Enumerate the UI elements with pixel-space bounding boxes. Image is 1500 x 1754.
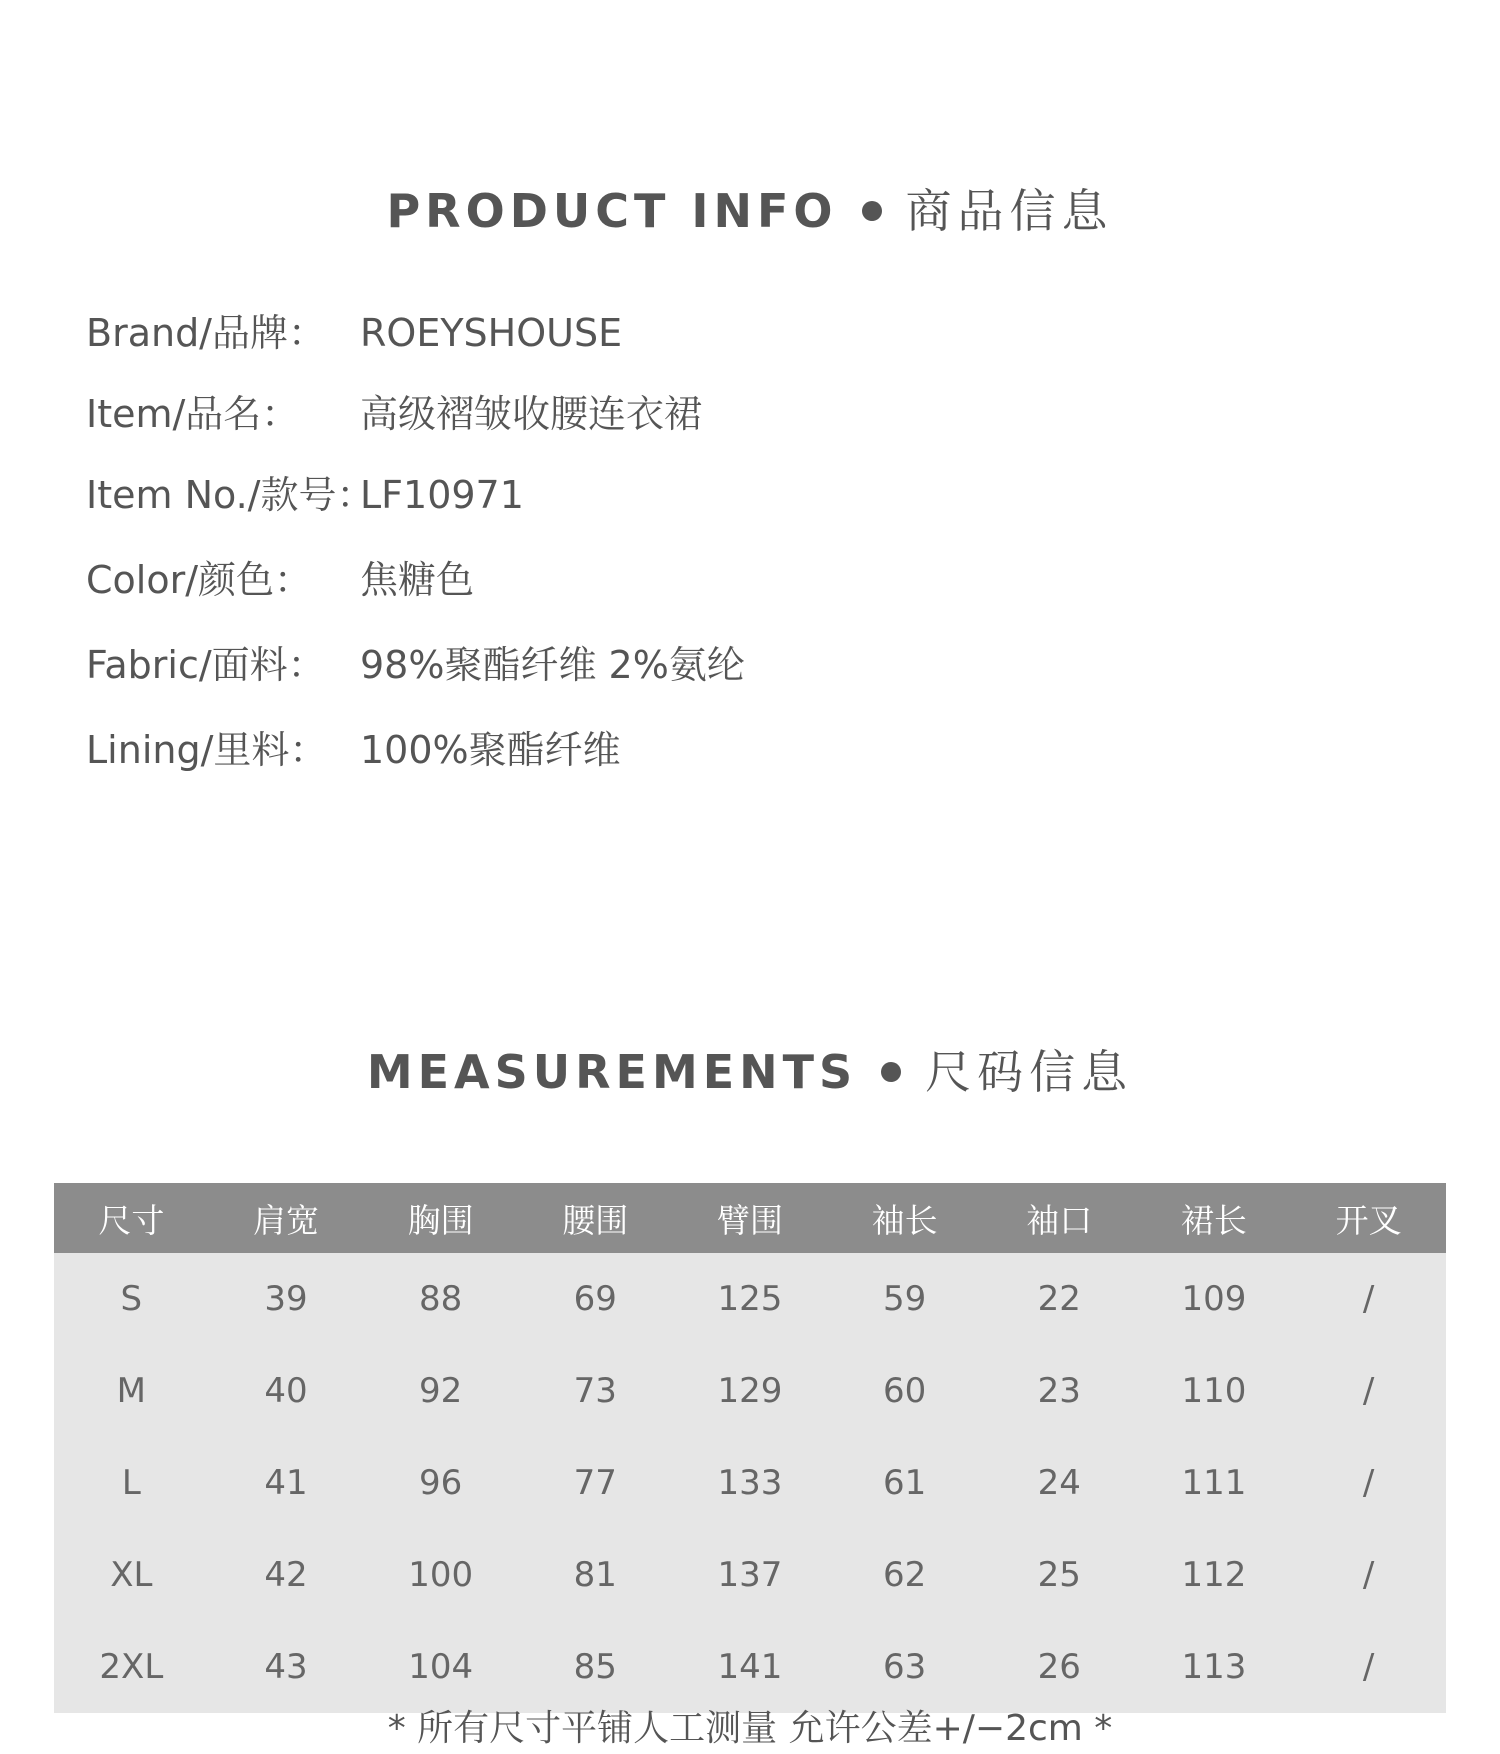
measurements-title-cn: 尺码信息 xyxy=(925,1045,1134,1099)
table-cell: 22 xyxy=(1037,1279,1081,1319)
table-cell: 96 xyxy=(419,1463,463,1503)
info-value: LF10971 xyxy=(360,473,524,517)
info-value: 焦糖色 xyxy=(360,558,475,602)
product-info-heading xyxy=(0,175,1500,241)
table-cell: 69 xyxy=(573,1279,617,1319)
table-cell: 62 xyxy=(882,1555,927,1595)
table-cell: / xyxy=(1362,1371,1375,1411)
size-table xyxy=(54,1183,1446,1713)
bullet-dot-icon xyxy=(862,201,882,221)
table-cell: 43 xyxy=(264,1647,308,1687)
info-label: Fabric/面料： xyxy=(86,643,326,687)
table-cell: 25 xyxy=(1037,1555,1081,1595)
table-cell: / xyxy=(1362,1647,1375,1687)
table-cell: 137 xyxy=(717,1555,783,1595)
table-cell: 59 xyxy=(882,1279,927,1319)
table-header-cell: 肩宽 xyxy=(252,1200,319,1240)
table-cell: 110 xyxy=(1181,1371,1247,1411)
table-cell: 109 xyxy=(1181,1279,1247,1319)
table-cell: 73 xyxy=(573,1371,617,1411)
table-header-cell: 胸围 xyxy=(407,1200,474,1240)
table-header-cell: 袖口 xyxy=(1026,1200,1093,1240)
table-cell: / xyxy=(1362,1463,1375,1503)
bullet-dot-icon xyxy=(881,1062,901,1082)
table-cell: 88 xyxy=(419,1279,463,1319)
info-label: Item/品名： xyxy=(86,392,300,436)
table-cell: 42 xyxy=(264,1555,308,1595)
info-label: Brand/品牌： xyxy=(86,311,326,355)
table-header-cell: 臂围 xyxy=(716,1200,783,1240)
table-header-cell: 开叉 xyxy=(1335,1200,1402,1240)
measurements-heading xyxy=(0,1036,1500,1102)
table-cell: 133 xyxy=(717,1463,783,1503)
table-cell: 125 xyxy=(717,1279,783,1319)
table-cell: 111 xyxy=(1181,1463,1247,1503)
info-label: Lining/里料： xyxy=(86,728,328,772)
info-value: 98%聚酯纤维 2%氨纶 xyxy=(360,643,745,687)
table-cell: 112 xyxy=(1181,1555,1247,1595)
table-header-cell: 尺寸 xyxy=(98,1200,165,1240)
product-info-title-cn: 商品信息 xyxy=(905,184,1114,238)
table-row xyxy=(54,1345,1446,1437)
table-header-cell: 腰围 xyxy=(562,1200,629,1240)
table-header-cell: 袖长 xyxy=(871,1200,938,1240)
measurement-footnote: * 所有尺寸平铺人工测量 允许公差+/−2cm * xyxy=(387,1708,1113,1749)
info-label: Item No./款号： xyxy=(86,473,375,517)
table-cell: S xyxy=(120,1279,143,1319)
info-value: ROEYSHOUSE xyxy=(360,311,623,355)
table-cell: 92 xyxy=(419,1371,463,1411)
info-value: 高级褶皱收腰连衣裙 xyxy=(360,392,703,436)
table-cell: 113 xyxy=(1181,1647,1247,1687)
table-cell: 60 xyxy=(882,1371,927,1411)
table-cell: 81 xyxy=(573,1555,617,1595)
table-row xyxy=(54,1437,1446,1529)
table-cell: 129 xyxy=(717,1371,783,1411)
table-cell: XL xyxy=(110,1555,153,1595)
table-cell: 104 xyxy=(408,1647,474,1687)
table-cell: 100 xyxy=(408,1555,474,1595)
table-cell: 23 xyxy=(1037,1371,1081,1411)
product-info-title-en: PRODUCT INFO xyxy=(386,184,838,238)
table-cell: 63 xyxy=(882,1647,927,1687)
table-cell: / xyxy=(1362,1555,1375,1595)
table-row xyxy=(54,1529,1446,1621)
table-cell: M xyxy=(116,1371,146,1411)
table-cell: 2XL xyxy=(99,1647,164,1687)
table-cell: / xyxy=(1362,1279,1375,1319)
table-cell: 141 xyxy=(717,1647,783,1687)
table-cell: 39 xyxy=(264,1279,308,1319)
measurements-title-en: MEASUREMENTS xyxy=(366,1045,858,1099)
info-value: 100%聚酯纤维 xyxy=(360,728,621,772)
table-row xyxy=(54,1253,1446,1345)
table-cell: 26 xyxy=(1037,1647,1081,1687)
info-label: Color/颜色： xyxy=(86,558,313,602)
table-cell: 24 xyxy=(1037,1463,1081,1503)
table-cell: L xyxy=(121,1463,141,1503)
table-cell: 61 xyxy=(882,1463,927,1503)
table-header-row xyxy=(54,1183,1446,1253)
table-cell: 40 xyxy=(264,1371,308,1411)
table-cell: 85 xyxy=(573,1647,617,1687)
table-cell: 77 xyxy=(573,1463,617,1503)
table-cell: 41 xyxy=(264,1463,308,1503)
table-header-cell: 裙长 xyxy=(1180,1200,1247,1240)
